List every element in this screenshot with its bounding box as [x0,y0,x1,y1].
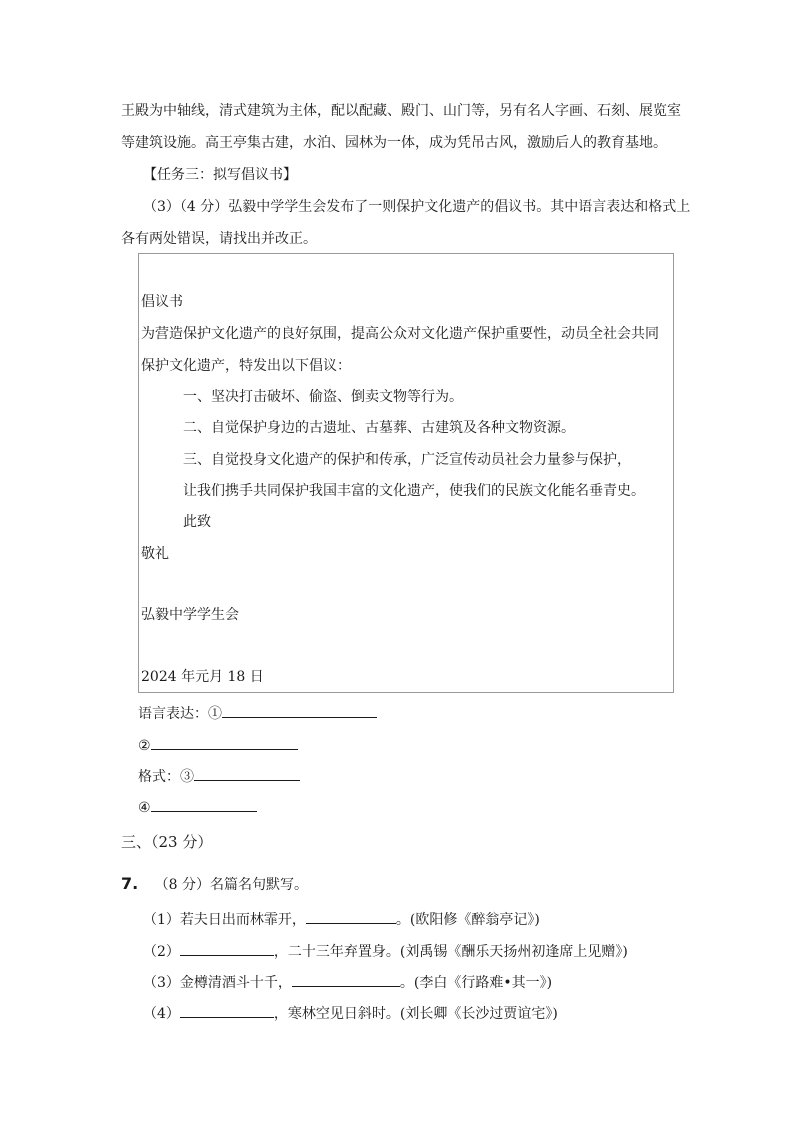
q7-item-2-suffix: ，二十三年弃置身。(刘禹锡《酬乐天扬州初逢席上见赠》) [273,944,628,960]
q7-item-4-prefix: （4） [143,1006,180,1022]
q7-item-3-blank[interactable] [292,972,400,987]
answer-format-4 [138,797,257,818]
q7-item-1-suffix: 。(欧阳修《醉翁亭记》) [395,912,540,928]
q7-item-2-prefix: （2） [143,944,180,960]
letter-item-1: 一、坚决打击破坏、偷盗、倒卖文物等行为。 [183,389,463,405]
q7-item-4 [143,1003,558,1024]
answer-language-1 [138,703,377,724]
task3-heading: 【任务三：拟写倡议书】 [143,167,297,183]
q7-item-1-blank[interactable] [306,909,396,924]
intro-line-1: 王殿为中轴线，清式建筑为主体，配以配藏、殿门、山门等，另有名人字画、石刻、展览室 [121,103,681,119]
answer-language-label: 语言表达：① [138,706,222,722]
q7-item-2-blank[interactable] [180,941,274,956]
letter-item-3: 三、自觉投身文化遗产的保护和传承，广泛宣传动员社会力量参与保护， [183,452,631,468]
letter-date: 2024 年元月 18 日 [141,669,264,685]
q7-item-1 [143,909,540,930]
q7-item-4-blank[interactable] [180,1003,274,1018]
answer-format-4-label: ④ [138,800,151,816]
q7-header [121,874,308,895]
answer-blank-2[interactable] [151,735,298,750]
q7-item-3-suffix: 。(李白《行路难•其一》) [399,975,553,991]
letter-para1-line-2: 保护文化遗产，特发出以下倡议： [141,358,351,374]
q7-number: 7. [121,874,139,893]
section-3-heading: 三、（23 分） [121,833,213,851]
q7-item-4-suffix: ，寒林空见日斜时。(刘长卿《长沙过贾谊宅》) [273,1006,558,1022]
q7-item-2 [143,941,628,962]
letter-cizhi: 此致 [183,514,211,530]
letter-closing-para: 让我们携手共同保护我国丰富的文化遗产，使我们的民族文化能名垂青史。 [183,483,645,499]
q7-intro: （8 分）名篇名句默写。 [154,877,309,893]
answer-language-2 [138,735,298,756]
q7-item-3 [143,972,552,993]
answer-language-2-label: ② [138,738,151,754]
proposal-letter-box [138,253,674,693]
intro-line-2: 等建筑设施。高王亭集古建，水泊、园林为一体，成为凭吊古风，激励后人的教育基地。 [121,135,667,151]
q7-item-1-prefix: （1）若夫日出而林霏开， [143,912,306,928]
letter-para1-line-1: 为营造保护文化遗产的良好氛围，提高公众对文化遗产保护重要性，动员全社会共同 [141,326,659,342]
q7-item-3-prefix: （3）金樽清酒斗十千， [143,975,292,991]
letter-title: 倡议书 [141,294,183,310]
task3-question-line-1: （3）（4 分）弘毅中学学生会发布了一则保护文化遗产的倡议书。其中语言表达和格式上 [143,199,691,215]
letter-signer: 弘毅中学学生会 [141,607,239,623]
letter-item-2: 二、自觉保护身边的古遗址、古墓葬、古建筑及各种文物资源。 [183,420,575,436]
answer-format-3 [138,766,300,787]
letter-jingli: 敬礼 [141,546,169,562]
answer-blank-1[interactable] [222,703,377,718]
answer-format-label: 格式：③ [138,769,194,785]
task3-question-line-2: 各有两处错误，请找出并改正。 [121,231,317,247]
answer-blank-3[interactable] [194,766,300,781]
answer-blank-4[interactable] [151,797,257,812]
